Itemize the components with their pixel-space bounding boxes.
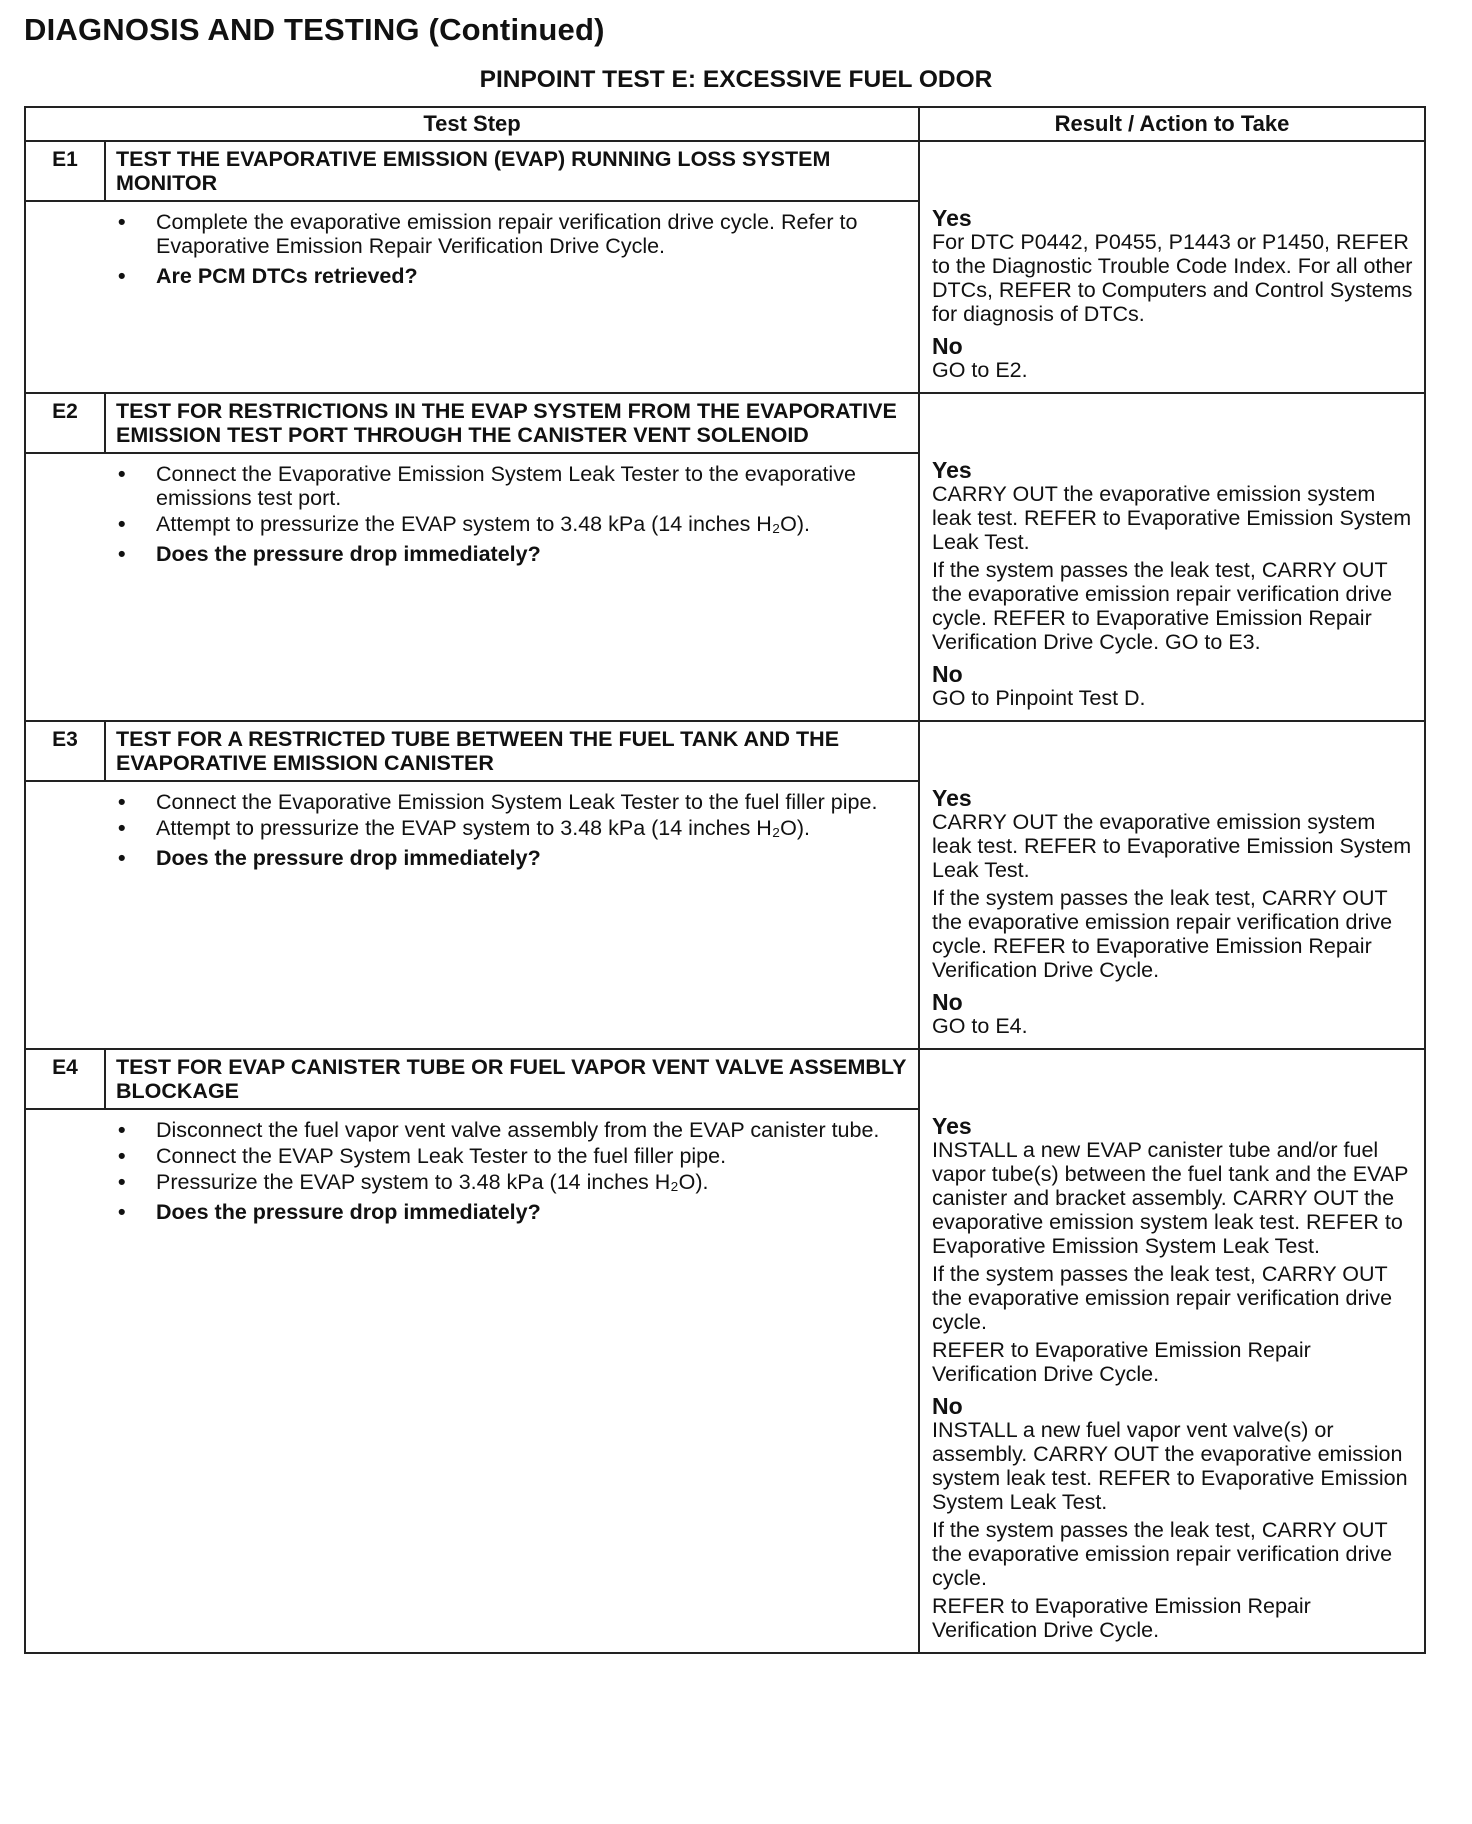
step-bullet: • Connect the EVAP System Leak Tester to the fuel filler pipe. [118,1144,898,1168]
result-no-paragraph: INSTALL a new fuel vapor vent valve(s) or assembly. CARRY OUT the evaporative emission system leak test. REFER to Evaporative Emission System Leak Test. [932,1418,1408,1514]
step-title: TEST FOR EVAP CANISTER TUBE OR FUEL VAPOR VENT VALVE ASSEMBLY BLOCKAGE [105,1049,919,1109]
result-yes-text [932,1138,1414,1386]
result-yes-label: Yes [932,205,972,231]
step-bullet: • Connect the Evaporative Emission System Leak Tester to the fuel filler pipe. [118,790,898,814]
result-yes-text [932,230,1414,326]
result-no-text [932,358,1414,382]
result-yes-text [932,810,1414,982]
result-no-label: No [932,661,963,687]
result-yes-paragraph: REFER to Evaporative Emission Repair Verification Drive Cycle. [932,1338,1311,1386]
step-title: TEST THE EVAPORATIVE EMISSION (EVAP) RUNNING LOSS SYSTEM MONITOR [105,141,919,201]
pinpoint-test-table [24,106,1426,1654]
step-bullet-list [118,790,898,870]
result-no-label: No [932,1393,963,1419]
step-id: E4 [25,1049,105,1109]
page-heading: DIAGNOSIS AND TESTING (Continued) [24,12,605,47]
result-yes-paragraph: INSTALL a new EVAP canister tube and/or fuel vapor tube(s) between the fuel tank and the EVAP canister and bracket assembly. CARRY OUT the evaporative emission system leak test. REFER to Evaporative Emission System Leak Test. [932,1138,1409,1258]
result-no-label: No [932,989,963,1015]
step-instructions [25,201,919,393]
step-bullet: • Pressurize the EVAP system to 3.48 kPa (14 inches H₂O). [118,1170,898,1194]
step-result [919,1049,1425,1653]
result-no-paragraph: If the system passes the leak test, CARRY OUT the evaporative emission repair verification drive cycle. [932,1518,1393,1590]
step-bullet: • Complete the evaporative emission repair verification drive cycle. Refer to Evaporative Emission Repair Verification Drive Cycle. [118,210,898,258]
step-result [919,141,1425,393]
step-question: • Are PCM DTCs retrieved? [118,264,898,288]
result-yes-text [932,482,1414,654]
result-yes-paragraph: CARRY OUT the evaporative emission system leak test. REFER to Evaporative Emission System Leak Test. [932,810,1412,882]
step-id: E2 [25,393,105,453]
result-yes-label: Yes [932,457,972,483]
step-result [919,393,1425,721]
step-instructions [25,1109,919,1653]
step-title: TEST FOR RESTRICTIONS IN THE EVAP SYSTEM FROM THE EVAPORATIVE EMISSION TEST PORT THROUGH THE CANISTER VENT SOLENOID [105,393,919,453]
steps-body [25,141,1425,1653]
step-instructions [25,453,919,721]
result-yes-label: Yes [932,785,972,811]
step-bullet: • Attempt to pressurize the EVAP system to 3.48 kPa (14 inches H₂O). [118,512,898,536]
col-header-result: Result / Action to Take [919,107,1425,141]
result-no-paragraph: GO to E4. [932,1014,1028,1038]
step-question: • Does the pressure drop immediately? [118,846,898,870]
result-yes-paragraph: If the system passes the leak test, CARRY OUT the evaporative emission repair verification drive cycle. REFER to Evaporative Emission Repair Verification Drive Cycle. [932,886,1393,982]
step-title: TEST FOR A RESTRICTED TUBE BETWEEN THE FUEL TANK AND THE EVAPORATIVE EMISSION CANISTER [105,721,919,781]
pinpoint-test-title: PINPOINT TEST E: EXCESSIVE FUEL ODOR [479,66,993,93]
step-result [919,721,1425,1049]
result-yes-label: Yes [932,1113,972,1139]
step-title-row [25,721,1425,781]
step-bullet-list [118,462,898,566]
result-no-paragraph: REFER to Evaporative Emission Repair Verification Drive Cycle. [932,1594,1311,1642]
step-bullet-list [118,210,898,288]
step-title-row [25,393,1425,453]
result-yes-paragraph: If the system passes the leak test, CARRY OUT the evaporative emission repair verification drive cycle. [932,1262,1393,1334]
step-bullet: • Attempt to pressurize the EVAP system to 3.48 kPa (14 inches H₂O). [118,816,898,840]
step-id: E1 [25,141,105,201]
col-header-test-step: Test Step [25,107,919,141]
result-yes-paragraph: For DTC P0442, P0455, P1443 or P1450, REFER to the Diagnostic Trouble Code Index. For all other DTCs, REFER to Computers and Control Systems for diagnosis of DTCs. [932,230,1413,326]
step-question: • Does the pressure drop immediately? [118,542,898,566]
step-id: E3 [25,721,105,781]
result-no-label: No [932,333,963,359]
step-bullet: • Connect the Evaporative Emission System Leak Tester to the evaporative emissions test port. [118,462,898,510]
step-title-row [25,1049,1425,1109]
step-bullet-list [118,1118,898,1224]
result-no-text [932,1014,1414,1038]
step-instructions [25,781,919,1049]
step-bullet: • Disconnect the fuel vapor vent valve assembly from the EVAP canister tube. [118,1118,898,1142]
step-title-row [25,141,1425,201]
result-no-paragraph: GO to E2. [932,358,1028,382]
result-no-text [932,686,1414,710]
table-header-row [25,107,1425,141]
result-yes-paragraph: CARRY OUT the evaporative emission system leak test. REFER to Evaporative Emission System Leak Test. [932,482,1412,554]
step-question: • Does the pressure drop immediately? [118,1200,898,1224]
result-no-paragraph: GO to Pinpoint Test D. [932,686,1146,710]
result-yes-paragraph: If the system passes the leak test, CARRY OUT the evaporative emission repair verification drive cycle. REFER to Evaporative Emission Repair Verification Drive Cycle. GO to E3. [932,558,1393,654]
result-no-text [932,1418,1414,1642]
